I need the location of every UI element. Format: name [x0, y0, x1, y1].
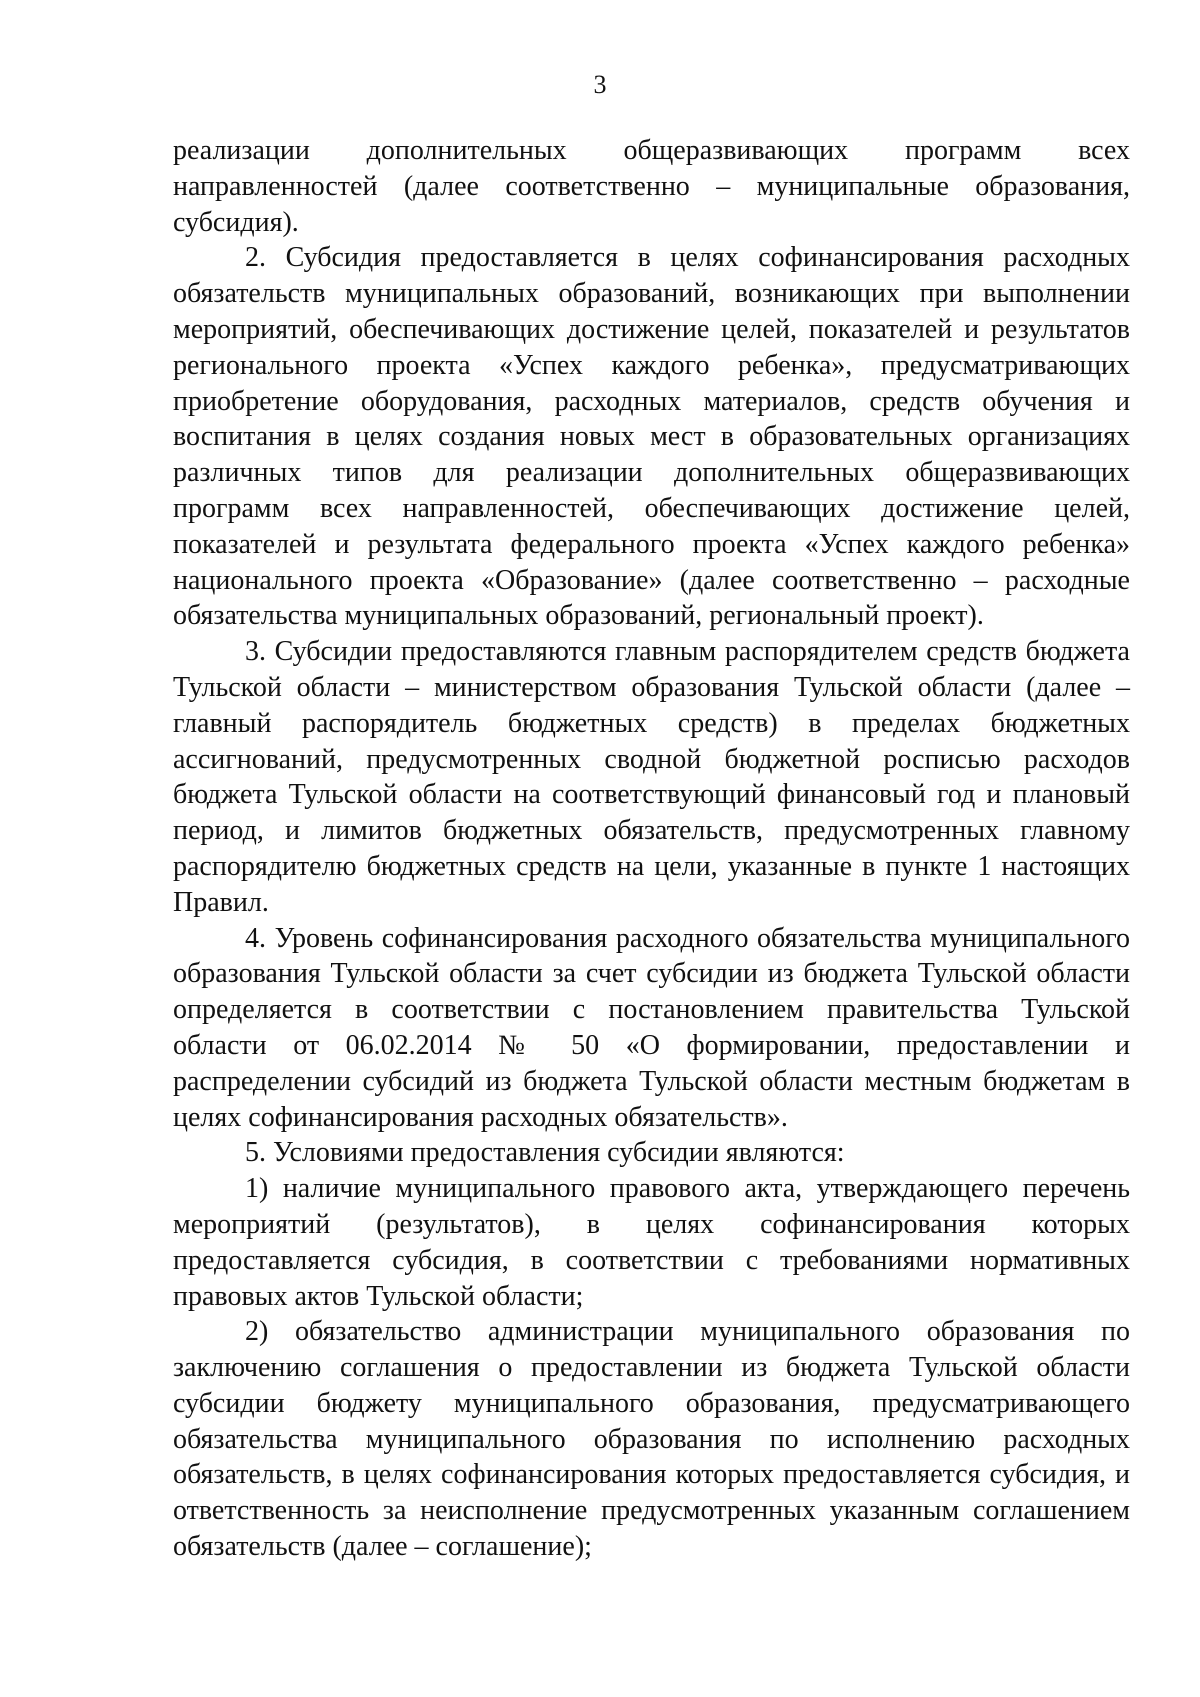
document-body	[173, 133, 1130, 1565]
paragraph-subitem-1: 1) наличие муниципального правового акта, утверждающего перечень мероприятий (результатов), в целях софинансирования которых предоставляется субсидия, в соответствии с требованиями нормативных правовых актов Тульской области;	[173, 1173, 1130, 1312]
page-number: 3	[593, 70, 607, 99]
paragraph-continuation: реализации дополнительных общеразвивающих программ всех направленностей (далее соответственно – муниципальные образования, субсидия).	[173, 135, 1130, 238]
paragraph-item-3: 3. Субсидии предоставляются главным распорядителем средств бюджета Тульской области – министерством образования Тульской области (далее – главный распорядитель бюджетных средств) в пределах бюджетных ассигнований, предусмотренных сводной бюджетной росписью расходов бюджета Тульской области на соответствующий финансовый год и плановый период, и лимитов бюджетных обязательств, предусмотренных главному распорядителю бюджетных средств на цели, указанные в пункте 1 настоящих Правил.	[173, 636, 1130, 918]
paragraph-item-2: 2. Субсидия предоставляется в целях софинансирования расходных обязательств муниципальных образований, возникающих при выполнении мероприятий, обеспечивающих достижение целей, показателей и результатов регионального проекта «Успех каждого ребенка», предусматривающих приобретение оборудования, расходных материалов, средств обучения и воспитания в целях создания новых мест в образовательных организациях различных типов для реализации дополнительных общеразвивающих программ всех направленностей, обеспечивающих достижение целей, показателей и результата федерального проекта «Успех каждого ребенка» национального проекта «Образование» (далее соответственно – расходные обязательства муниципальных образований, региональный проект).	[173, 242, 1130, 632]
paragraph-item-5: 5. Условиями предоставления субсидии являются:	[245, 1137, 845, 1169]
paragraph-item-4: 4. Уровень софинансирования расходного обязательства муниципального образования Тульской области за счет субсидии из бюджета Тульской области определяется в соответствии с постановлением правительства Тульской области от 06.02.2014 № 50 «О формировании, предоставлении и распределении субсидий из бюджета Тульской области местным бюджетам в целях софинансирования расходных обязательств».	[173, 922, 1130, 1133]
paragraph-subitem-2: 2) обязательство администрации муниципального образования по заключению соглашения о предоставлении из бюджета Тульской области субсидии бюджету муниципального образования, предусматривающего обязательства муниципального образования по исполнению расходных обязательств, в целях софинансирования которых предоставляется субсидия, и ответственность за неисполнение предусмотренных указанным соглашением обязательств (далее – соглашение);	[173, 1316, 1130, 1563]
